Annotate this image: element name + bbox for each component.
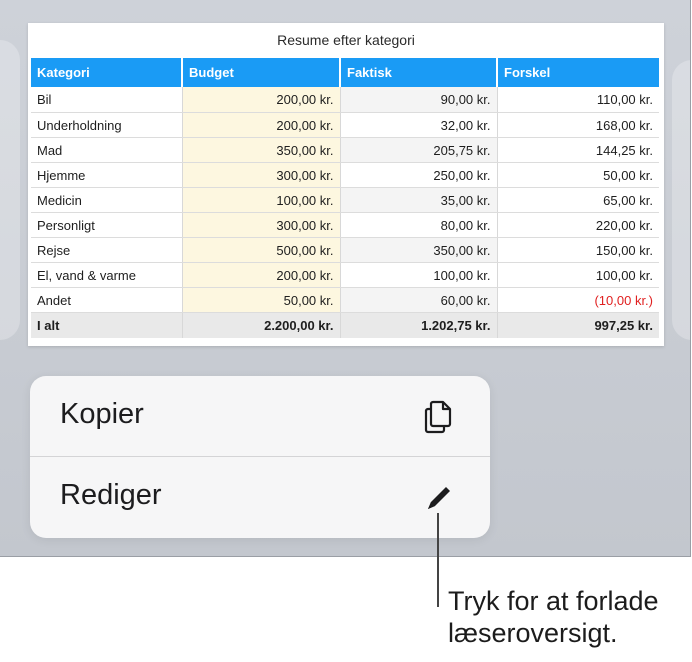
actual-cell[interactable]: 250,00 kr. [340, 163, 497, 188]
budget-cell[interactable]: 100,00 kr. [182, 188, 340, 213]
category-cell[interactable]: Medicin [31, 188, 182, 213]
budget-cell[interactable]: 50,00 kr. [182, 288, 340, 313]
table-row [31, 213, 659, 238]
difference-cell[interactable]: 150,00 kr. [497, 238, 659, 263]
difference-total-cell[interactable]: 997,25 kr. [497, 313, 659, 339]
difference-cell[interactable]: 110,00 kr. [497, 87, 659, 113]
difference-cell[interactable]: (10,00 kr.) [497, 288, 659, 313]
table-row [31, 288, 659, 313]
category-cell[interactable]: El, vand & varme [31, 263, 182, 288]
category-cell[interactable]: Mad [31, 138, 182, 163]
blurred-shape [672, 60, 691, 340]
table-row [31, 238, 659, 263]
actual-cell[interactable]: 60,00 kr. [340, 288, 497, 313]
actual-cell[interactable]: 100,00 kr. [340, 263, 497, 288]
budget-cell[interactable]: 200,00 kr. [182, 113, 340, 138]
category-cell[interactable]: Hjemme [31, 163, 182, 188]
column-header-faktisk: Faktisk [340, 58, 497, 87]
context-menu [30, 376, 490, 538]
difference-cell[interactable]: 168,00 kr. [497, 113, 659, 138]
actual-cell[interactable]: 32,00 kr. [340, 113, 497, 138]
table-title: Resume efter kategori [277, 32, 415, 48]
total-row [31, 313, 659, 339]
callout-line [437, 513, 439, 607]
pencil-icon [418, 477, 458, 517]
budget-cell[interactable]: 300,00 kr. [182, 163, 340, 188]
actual-cell[interactable]: 205,75 kr. [340, 138, 497, 163]
budget-cell[interactable]: 200,00 kr. [182, 87, 340, 113]
budget-cell[interactable]: 500,00 kr. [182, 238, 340, 263]
table-row [31, 87, 659, 113]
table-row [31, 263, 659, 288]
budget-cell[interactable]: 300,00 kr. [182, 213, 340, 238]
actual-cell[interactable]: 90,00 kr. [340, 87, 497, 113]
summary-table [31, 58, 659, 338]
header-row [31, 58, 659, 87]
category-total-cell[interactable]: I alt [31, 313, 182, 339]
category-cell[interactable]: Personligt [31, 213, 182, 238]
actual-total-cell[interactable]: 1.202,75 kr. [340, 313, 497, 339]
table-row [31, 163, 659, 188]
difference-cell[interactable]: 65,00 kr. [497, 188, 659, 213]
category-cell[interactable]: Underholdning [31, 113, 182, 138]
column-header-budget: Budget [182, 58, 340, 87]
column-header-kategori: Kategori [31, 58, 182, 87]
actual-cell[interactable]: 35,00 kr. [340, 188, 497, 213]
category-cell[interactable]: Bil [31, 87, 182, 113]
table-body [31, 87, 659, 338]
category-cell[interactable]: Rejse [31, 238, 182, 263]
column-header-forskel: Forskel [497, 58, 659, 87]
difference-cell[interactable]: 100,00 kr. [497, 263, 659, 288]
callout-text [448, 585, 692, 649]
difference-cell[interactable]: 50,00 kr. [497, 163, 659, 188]
edit-label: Rediger [60, 479, 162, 511]
edit-menu-item[interactable] [30, 457, 490, 537]
table-row [31, 113, 659, 138]
difference-cell[interactable]: 144,25 kr. [497, 138, 659, 163]
copy-label: Kopier [60, 398, 144, 430]
difference-cell[interactable]: 220,00 kr. [497, 213, 659, 238]
category-cell[interactable]: Andet [31, 288, 182, 313]
callout-line-2: læseroversigt. [448, 618, 618, 648]
actual-cell[interactable]: 350,00 kr. [340, 238, 497, 263]
copy-menu-item[interactable] [30, 376, 490, 456]
callout-line-1: Tryk for at forlade [448, 586, 659, 616]
budget-cell[interactable]: 200,00 kr. [182, 263, 340, 288]
actual-cell[interactable]: 80,00 kr. [340, 213, 497, 238]
summary-table-card [28, 23, 664, 346]
table-row [31, 188, 659, 213]
table-row [31, 138, 659, 163]
budget-total-cell[interactable]: 2.200,00 kr. [182, 313, 340, 339]
blurred-shape [0, 40, 20, 340]
budget-cell[interactable]: 350,00 kr. [182, 138, 340, 163]
copy-icon [418, 396, 458, 436]
